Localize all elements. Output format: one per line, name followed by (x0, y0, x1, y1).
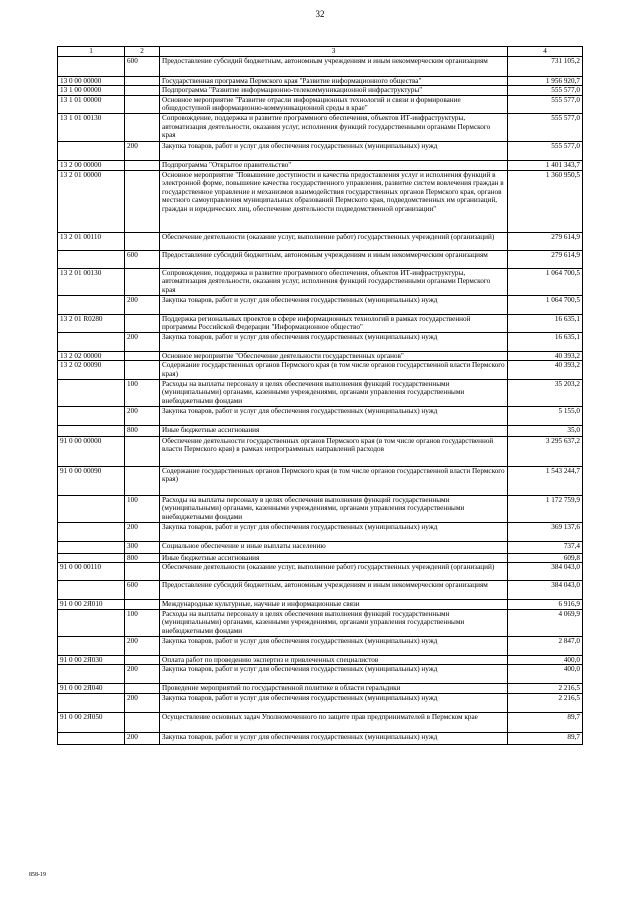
row-amount-cell: 89,7 (508, 732, 583, 744)
row-name-cell: Социальное обеспечение и иные выплаты населению (160, 541, 508, 553)
row-amount-cell: 35 203,2 (508, 379, 583, 406)
row-expense-type-cell: 200 (125, 665, 160, 684)
row-amount-cell: 1 360 950,5 (508, 170, 583, 232)
row-expense-type-cell (125, 361, 160, 379)
table-row (58, 295, 583, 314)
row-name-cell: Закупка товаров, работ и услуг для обеспечения государственных (муниципальных) нужд (160, 406, 508, 425)
row-amount-cell: 2 216,5 (508, 684, 583, 694)
row-amount-cell: 400,0 (508, 655, 583, 665)
table-row (58, 314, 583, 332)
table-row (58, 436, 583, 466)
row-amount-cell: 89,7 (508, 712, 583, 732)
row-code-cell: 13 1 01 00130 (58, 113, 125, 141)
row-expense-type-cell: 200 (125, 636, 160, 655)
row-amount-cell: 609,8 (508, 553, 583, 563)
table-row (58, 712, 583, 732)
table-row (58, 563, 583, 581)
row-name-cell: Закупка товаров, работ и услуг для обеспечения государственных (муниципальных) нужд (160, 732, 508, 744)
row-expense-type-cell (125, 314, 160, 332)
row-code-cell: 13 2 01 00000 (58, 170, 125, 232)
row-amount-cell: 555 577,0 (508, 113, 583, 141)
row-expense-type-cell: 800 (125, 425, 160, 436)
row-amount-cell: 16 635,1 (508, 332, 583, 351)
row-code-cell (58, 495, 125, 522)
table-row (58, 600, 583, 610)
row-name-cell: Сопровождение, поддержка и развитие программного обеспечения, объектов ИТ-инфраструктуры, автоматизация деятельности, оказания услуг, исполнения функций государственными органами Пермского края (160, 113, 508, 141)
row-amount-cell: 369 137,6 (508, 522, 583, 541)
row-code-cell (58, 250, 125, 268)
row-expense-type-cell (125, 466, 160, 495)
table-row (58, 232, 583, 250)
row-name-cell: Предоставление субсидий бюджетным, автономным учреждениям и иным некоммерческим организациям (160, 581, 508, 600)
row-amount-cell: 2 216,5 (508, 693, 583, 712)
row-name-cell: Обеспечение деятельности государственных органов Пермского края (в том числе органов государственной власти Пермского края) в рамках непрограммных направлений расходов (160, 436, 508, 466)
row-code-cell (58, 665, 125, 684)
table-row (58, 160, 583, 170)
row-expense-type-cell: 800 (125, 553, 160, 563)
table-row (58, 406, 583, 425)
row-expense-type-cell (125, 268, 160, 295)
row-code-cell (58, 732, 125, 744)
row-expense-type-cell: 100 (125, 379, 160, 406)
row-code-cell: 91 0 00 2Я050 (58, 712, 125, 732)
row-code-cell: 91 0 00 2Я040 (58, 684, 125, 694)
row-amount-cell: 555 577,0 (508, 95, 583, 113)
row-code-cell (58, 522, 125, 541)
table-row (58, 665, 583, 684)
table-row (58, 76, 583, 86)
row-code-cell: 91 0 00 00090 (58, 466, 125, 495)
row-code-cell (58, 332, 125, 351)
table-row (58, 636, 583, 655)
row-code-cell: 91 0 00 2Я010 (58, 600, 125, 610)
row-expense-type-cell: 100 (125, 495, 160, 522)
table-row (58, 541, 583, 553)
row-code-cell (58, 295, 125, 314)
row-amount-cell: 555 577,0 (508, 86, 583, 96)
row-code-cell (58, 141, 125, 160)
row-expense-type-cell: 200 (125, 141, 160, 160)
row-expense-type-cell (125, 563, 160, 581)
table-row (58, 466, 583, 495)
row-expense-type-cell: 200 (125, 295, 160, 314)
row-expense-type-cell (125, 655, 160, 665)
row-amount-cell: 279 614,9 (508, 232, 583, 250)
row-name-cell: Закупка товаров, работ и услуг для обеспечения государственных (муниципальных) нужд (160, 295, 508, 314)
table-row (58, 56, 583, 76)
table-header-row (58, 47, 583, 57)
table-row (58, 86, 583, 96)
row-name-cell: Поддержка региональных проектов в сфере информационных технологий в рамках государственной программы Российской Федерации "Информационное общество" (160, 314, 508, 332)
row-name-cell: Закупка товаров, работ и услуг для обеспечения государственных (муниципальных) нужд (160, 693, 508, 712)
row-name-cell: Сопровождение, поддержка и развитие программного обеспечения, объектов ИТ-инфраструктуры, автоматизация деятельности, оказания услуг, исполнения функций государственными органами Пермского края (160, 268, 508, 295)
row-expense-type-cell (125, 712, 160, 732)
row-code-cell: 13 2 02 00000 (58, 351, 125, 361)
row-amount-cell: 384 043,0 (508, 563, 583, 581)
row-amount-cell: 3 295 637,2 (508, 436, 583, 466)
row-amount-cell: 737,4 (508, 541, 583, 553)
row-amount-cell: 400,0 (508, 665, 583, 684)
table-row (58, 351, 583, 361)
table-row (58, 522, 583, 541)
row-amount-cell: 2 847,0 (508, 636, 583, 655)
row-expense-type-cell (125, 170, 160, 232)
row-code-cell: 13 2 01 R0280 (58, 314, 125, 332)
row-expense-type-cell: 200 (125, 406, 160, 425)
row-name-cell: Подпрограмма "Развитие информационно-телекоммуникационной инфраструктуры" (160, 86, 508, 96)
row-name-cell: Закупка товаров, работ и услуг для обеспечения государственных (муниципальных) нужд (160, 665, 508, 684)
row-code-cell (58, 406, 125, 425)
row-code-cell: 13 2 01 00130 (58, 268, 125, 295)
row-name-cell: Закупка товаров, работ и услуг для обеспечения государственных (муниципальных) нужд (160, 332, 508, 351)
row-name-cell: Обеспечение деятельности (оказание услуг, выполнение работ) государственных учреждений (организаций) (160, 232, 508, 250)
row-code-cell (58, 379, 125, 406)
row-expense-type-cell (125, 113, 160, 141)
row-expense-type-cell (125, 232, 160, 250)
row-name-cell: Основное мероприятие "Обеспечение деятельности государственных органов" (160, 351, 508, 361)
row-expense-type-cell (125, 76, 160, 86)
row-expense-type-cell: 600 (125, 581, 160, 600)
row-code-cell: 13 0 00 00000 (58, 76, 125, 86)
table-row (58, 379, 583, 406)
row-amount-cell: 1 956 920,7 (508, 76, 583, 86)
row-name-cell: Иные бюджетные ассигнования (160, 553, 508, 563)
row-expense-type-cell (125, 86, 160, 96)
row-expense-type-cell (125, 160, 160, 170)
row-code-cell (58, 636, 125, 655)
row-expense-type-cell (125, 684, 160, 694)
row-code-cell (58, 609, 125, 636)
row-code-cell: 91 0 00 00000 (58, 436, 125, 466)
table-row (58, 553, 583, 563)
row-code-cell: 91 0 00 00110 (58, 563, 125, 581)
row-name-cell: Обеспечение деятельности (оказание услуг, выполнение работ) государственных учреждений (организаций) (160, 563, 508, 581)
row-name-cell: Содержание государственных органов Пермского края (в том числе органов государственной власти Пермского края) (160, 361, 508, 379)
row-amount-cell: 40 393,2 (508, 351, 583, 361)
row-amount-cell: 555 577,0 (508, 141, 583, 160)
row-amount-cell: 40 393,2 (508, 361, 583, 379)
row-amount-cell: 1 064 700,5 (508, 268, 583, 295)
table-row (58, 95, 583, 113)
row-amount-cell: 1 064 700,5 (508, 295, 583, 314)
row-code-cell (58, 425, 125, 436)
row-name-cell: Государственная программа Пермского края "Развитие информационного общества" (160, 76, 508, 86)
row-code-cell: 13 1 01 00000 (58, 95, 125, 113)
row-name-cell: Предоставление субсидий бюджетным, автономным учреждениям и иным некоммерческим организациям (160, 250, 508, 268)
table-row (58, 268, 583, 295)
row-name-cell: Закупка товаров, работ и услуг для обеспечения государственных (муниципальных) нужд (160, 522, 508, 541)
row-expense-type-cell (125, 351, 160, 361)
table-row (58, 332, 583, 351)
row-amount-cell: 35,0 (508, 425, 583, 436)
row-expense-type-cell: 300 (125, 541, 160, 553)
header-cell-4: 4 (508, 47, 583, 57)
footer-document-code: 858-19 (29, 872, 46, 878)
row-expense-type-cell: 200 (125, 732, 160, 744)
budget-table (57, 46, 583, 745)
row-name-cell: Основное мероприятие "Повышение доступности и качества предоставления услуг и исполнения функций в электронной форме, повышение качества государственного управления, развитие систем вовлечения граждан в государственное управление и механизмов взаимодействия государственных органов Пермского края, органов местного самоуправления муниципальных образований Пермского края, подведомственных им организаций, граждан и юридических лиц, обеспечение деятельности подведомственной организации" (160, 170, 508, 232)
row-expense-type-cell (125, 600, 160, 610)
row-amount-cell: 4 069,9 (508, 609, 583, 636)
row-code-cell (58, 541, 125, 553)
row-amount-cell: 5 155,0 (508, 406, 583, 425)
row-expense-type-cell: 200 (125, 332, 160, 351)
row-name-cell: Закупка товаров, работ и услуг для обеспечения государственных (муниципальных) нужд (160, 141, 508, 160)
header-cell-3: 3 (160, 47, 508, 57)
row-name-cell: Осуществление основных задач Уполномоченного по защите прав предпринимателей в Пермском крае (160, 712, 508, 732)
row-name-cell: Оплата работ по проведению экспертиз и привлеченных специалистов (160, 655, 508, 665)
row-name-cell: Иные бюджетные ассигнования (160, 425, 508, 436)
row-name-cell: Содержание государственных органов Пермского края (в том числе органов государственной власти Пермского края) (160, 466, 508, 495)
row-name-cell: Подпрограмма "Открытое правительство" (160, 160, 508, 170)
row-amount-cell: 6 916,9 (508, 600, 583, 610)
table-row (58, 250, 583, 268)
header-cell-2: 2 (125, 47, 160, 57)
page-number: 32 (315, 9, 325, 19)
header-cell-1: 1 (58, 47, 125, 57)
table-row (58, 495, 583, 522)
row-name-cell: Основное мероприятие "Развитие отрасли информационных технологий и связи и формирование общедоступной информационно-коммуникационной среды в крае" (160, 95, 508, 113)
table-row (58, 425, 583, 436)
table-row (58, 141, 583, 160)
table-row (58, 361, 583, 379)
row-amount-cell: 384 043,0 (508, 581, 583, 600)
row-name-cell: Расходы на выплаты персоналу в целях обеспечения выполнения функций государственными (муниципальными) органами, казенными учреждениями, органами управления государственными внебюджетными фондами (160, 379, 508, 406)
row-expense-type-cell: 600 (125, 250, 160, 268)
row-amount-cell: 279 614,9 (508, 250, 583, 268)
row-code-cell: 13 2 01 00110 (58, 232, 125, 250)
row-expense-type-cell: 200 (125, 522, 160, 541)
row-code-cell: 13 1 00 00000 (58, 86, 125, 96)
row-name-cell: Расходы на выплаты персоналу в целях обеспечения выполнения функций государственными (муниципальными) органами, казенными учреждениями, органами управления государственными внебюджетными фондами (160, 609, 508, 636)
table-row (58, 693, 583, 712)
row-expense-type-cell: 600 (125, 56, 160, 76)
row-expense-type-cell: 200 (125, 693, 160, 712)
row-amount-cell: 1 401 343,7 (508, 160, 583, 170)
row-name-cell: Расходы на выплаты персоналу в целях обеспечения выполнения функций государственными (муниципальными) органами, казенными учреждениями, органами управления государственными внебюджетными фондами (160, 495, 508, 522)
row-code-cell (58, 56, 125, 76)
table-row (58, 581, 583, 600)
table-row (58, 609, 583, 636)
row-code-cell (58, 553, 125, 563)
row-name-cell: Проведение мероприятий по государственной политике в области геральдики (160, 684, 508, 694)
table-row (58, 113, 583, 141)
row-code-cell: 91 0 00 2Я030 (58, 655, 125, 665)
row-expense-type-cell (125, 95, 160, 113)
row-name-cell: Предоставление субсидий бюджетным, автономным учреждениям и иным некоммерческим организациям (160, 56, 508, 76)
table-row (58, 684, 583, 694)
table-row (58, 655, 583, 665)
row-expense-type-cell: 100 (125, 609, 160, 636)
row-code-cell: 13 2 02 00090 (58, 361, 125, 379)
row-amount-cell: 16 635,1 (508, 314, 583, 332)
row-amount-cell: 731 105,2 (508, 56, 583, 76)
row-code-cell (58, 693, 125, 712)
row-expense-type-cell (125, 436, 160, 466)
table-row (58, 170, 583, 232)
row-name-cell: Закупка товаров, работ и услуг для обеспечения государственных (муниципальных) нужд (160, 636, 508, 655)
row-amount-cell: 1 172 759,9 (508, 495, 583, 522)
table-row (58, 732, 583, 744)
row-name-cell: Международные культурные, научные и информационные связи (160, 600, 508, 610)
row-amount-cell: 1 543 244,7 (508, 466, 583, 495)
row-code-cell (58, 581, 125, 600)
row-code-cell: 13 2 00 00000 (58, 160, 125, 170)
